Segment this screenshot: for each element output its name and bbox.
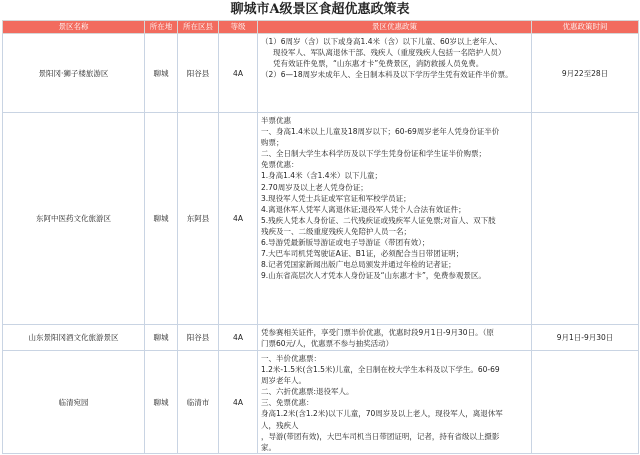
policy-cell bbox=[258, 351, 532, 454]
policy-line: 4.离退休军人凭军人离退休证;退役军人凭个人合法有效证件； bbox=[261, 204, 466, 214]
level-cell: 4A bbox=[219, 325, 258, 351]
time-cell bbox=[532, 351, 639, 454]
header-policy: 景区优惠政策 bbox=[258, 21, 532, 34]
city-cell: 聊城 bbox=[145, 351, 178, 454]
policy-line: 免票优惠： bbox=[261, 160, 299, 170]
policy-line: 凭有效证件免票，“山东惠才卡”免费景区，消防救援人员免费。 bbox=[273, 59, 484, 69]
policy-line: 1.2米-1.5米(含1.5米)儿童，全日制在校大学生本科及以下学生。60-69 bbox=[261, 365, 500, 375]
district-cell: 临清市 bbox=[178, 351, 219, 454]
policy-line: 一、身高1.4米以上儿童及18周岁以下；60-69周岁老年人凭身份证半价 bbox=[261, 127, 500, 137]
district-cell: 阳谷县 bbox=[178, 325, 219, 351]
scenic-name: 临清宛园 bbox=[3, 351, 145, 454]
policy-line: 周岁老年人。 bbox=[261, 376, 306, 386]
policy-line: 7.大巴车司机凭驾驶证A证、B1证，必须配合当日带团证明； bbox=[261, 249, 464, 259]
policy-line: 现役军人、军队离退休干部、残疾人（重度残疾人包括一名陪护人员） bbox=[273, 48, 506, 58]
header-time: 优惠政策时间 bbox=[532, 21, 639, 34]
policy-line: 购票； bbox=[261, 138, 284, 148]
district-cell: 阳谷县 bbox=[178, 34, 219, 113]
policy-cell bbox=[258, 113, 532, 325]
policy-line: 半票优惠 bbox=[261, 116, 291, 125]
policy-line: 1.身高1.4米（含1.4米）以下儿童； bbox=[261, 171, 383, 181]
time-cell bbox=[532, 113, 639, 325]
time-cell: 9月1日-9月30日 bbox=[532, 325, 639, 351]
scenic-name: 景阳冈·狮子楼旅游区 bbox=[3, 34, 145, 113]
table-row bbox=[3, 34, 639, 113]
level-cell: 4A bbox=[219, 34, 258, 113]
policy-line: 人，残疾人 bbox=[261, 420, 299, 430]
header-city: 所在地 bbox=[145, 21, 178, 34]
table-row bbox=[3, 325, 639, 351]
policy-line: 2.70周岁及以上老人凭身份证； bbox=[261, 182, 368, 192]
city-cell: 聊城 bbox=[145, 34, 178, 113]
table-row bbox=[3, 113, 639, 325]
table-row bbox=[3, 351, 639, 454]
policy-line: 身高1.2米(含1.2米)以下儿童，70周岁及以上老人，现役军人，离退休军 bbox=[261, 409, 503, 419]
page-title: 聊城市A级景区食超优惠政策表 bbox=[230, 2, 410, 17]
policy-line: 残疾及一、二级重度残疾人免陪护人员一名； bbox=[261, 226, 411, 236]
policy-cell bbox=[258, 325, 532, 351]
policy-line: （2）6—18周岁未成年人、全日制本科及以下学历学生凭有效证件半价票。 bbox=[261, 70, 513, 80]
city-cell: 聊城 bbox=[145, 113, 178, 325]
scenic-name: 东阿中医药文化旅游区 bbox=[3, 113, 145, 325]
policy-line: 一、半价优惠票： bbox=[261, 354, 321, 363]
district-cell: 东阿县 bbox=[178, 113, 219, 325]
level-cell: 4A bbox=[219, 351, 258, 454]
policy-line: 凭参赛相关证件，享受门票半价优惠，优惠时段9月1日-9月30日。（原 bbox=[261, 328, 494, 337]
policy-line: 门票60元/人，优惠票不参与抽奖活动） bbox=[261, 339, 394, 349]
policy-line: 6.导游凭最新版导游证或电子导游证（带团有效）； bbox=[261, 238, 430, 248]
policy-line: ，导游(带团有效)，大巴车司机当日带团证明，记者，持有省级以上摄影 bbox=[261, 431, 500, 441]
policy-line: 二、全日制大学生本科学历及以下学生凭身份证和学生证半价购票； bbox=[261, 149, 486, 159]
time-cell: 9月22至28日 bbox=[532, 34, 639, 113]
policy-cell bbox=[258, 34, 532, 113]
level-cell: 4A bbox=[219, 113, 258, 325]
table-header-row bbox=[3, 21, 639, 34]
policy-line: 8.记者凭国家新闻出版广电总局颁发并通过年检的记者证； bbox=[261, 260, 456, 270]
policy-line: 9.山东省高层次人才凭本人身份证及“山东惠才卡”，免费参观景区。 bbox=[261, 271, 486, 281]
header-level: 等级 bbox=[219, 21, 258, 34]
policy-line: 3.现役军人凭士兵证或军官证和军校学员证； bbox=[261, 193, 411, 203]
policy-line: 三、免票优惠： bbox=[261, 398, 314, 408]
header-district: 所在区县 bbox=[178, 21, 219, 34]
policy-line: 二、六折优惠票:退役军人。 bbox=[261, 387, 354, 397]
policy-line: （1）6周岁（含）以下或身高1.4米（含）以下儿童、60岁以上老年人、 bbox=[261, 37, 503, 46]
policy-line: 家。 bbox=[261, 442, 276, 452]
header-name: 景区名称 bbox=[3, 21, 145, 34]
policy-table bbox=[2, 20, 639, 454]
policy-line: 5.残疾人凭本人身份证、二代残疾证或残疾军人证免票;对盲人、双下肢 bbox=[261, 215, 496, 225]
city-cell: 聊城 bbox=[145, 325, 178, 351]
scenic-name: 山东景阳冈酒文化旅游景区 bbox=[3, 325, 145, 351]
